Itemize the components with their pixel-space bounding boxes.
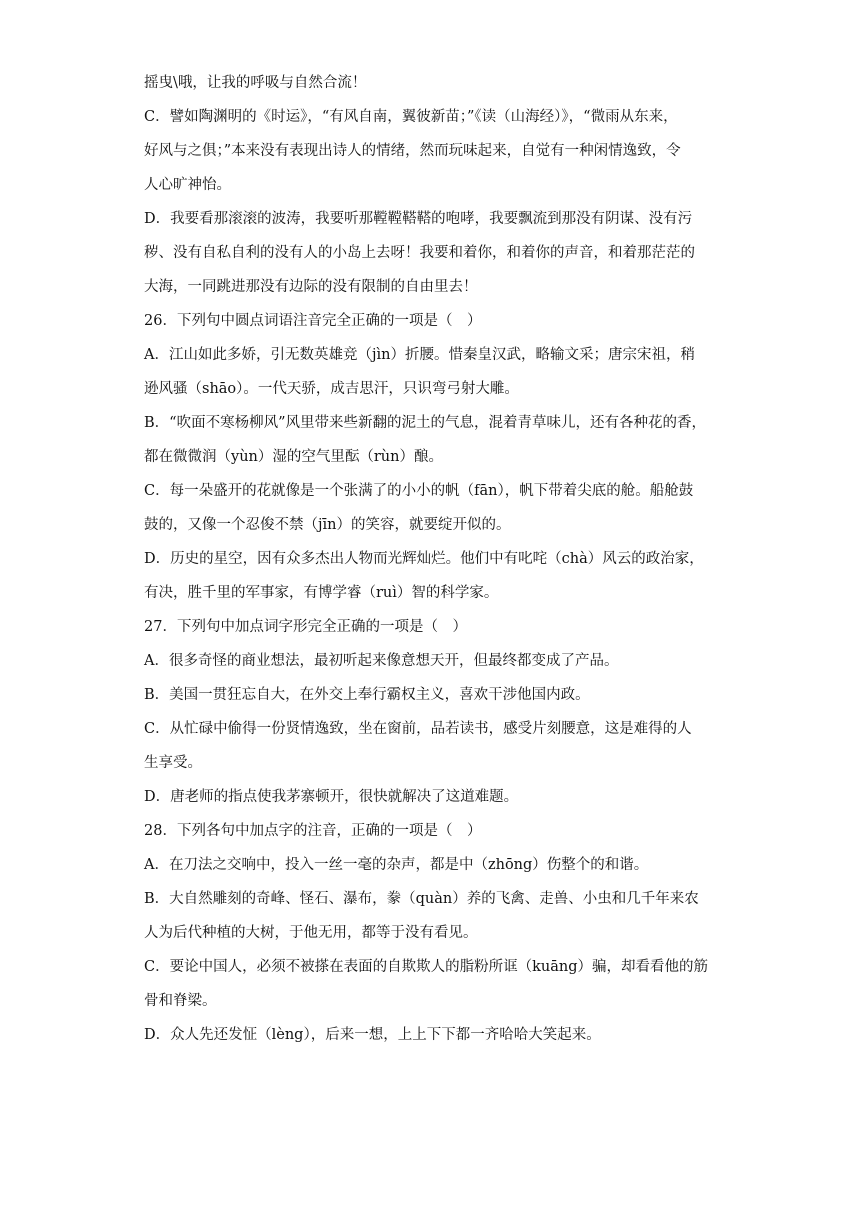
text-line: C．要论中国人，必须不被搽在表面的自欺欺人的脂粉所诓（kuāng）骗，却看看他的筋 — [144, 959, 708, 975]
text-line: 都在微微润（yùn）湿的空气里酝（rùn）酿。 — [144, 449, 443, 465]
text-line: 人心旷神怡。 — [144, 177, 231, 193]
text-line: 好风与之俱；”本来没有表现出诗人的情绪，然而玩味起来，自觉有一种闲情逸致，令 — [144, 143, 681, 159]
text-line: A．很多奇怪的商业想法，最初听起来像意想天开，但最终都变成了产品。 — [144, 653, 619, 669]
text-line: 28．下列各句中加点字的注音，正确的一项是（ ） — [144, 823, 482, 839]
text-line: A．江山如此多娇，引无数英雄竞（jìn）折腰。惜秦皇汉武，略输文采；唐宗宋祖，稍 — [144, 347, 695, 363]
text-line: 摇曳\哦，让我的呼吸与自然合流！ — [144, 75, 367, 91]
text-line: D．历史的星空，因有众多杰出人物而光辉灿烂。他们中有叱咤（chà）风云的政治家， — [144, 551, 704, 567]
text-line: 27．下列句中加点词字形完全正确的一项是（ ） — [144, 619, 467, 635]
text-line: C．譬如陶渊明的《时运》，“有风自南，翼彼新苗；”《读（山海经）》，“微雨从东来， — [144, 109, 678, 125]
text-line: 秽、没有自私自利的没有人的小岛上去呀！我要和着你，和着你的声音，和着那茫茫的 — [144, 245, 695, 261]
text-line: C．从忙碌中偷得一份贤情逸致，坐在窗前，品若读书，感受片刻腰意，这是难得的人 — [144, 721, 692, 737]
text-line: 人为后代种植的大树，于他无用，都等于没有看见。 — [144, 925, 478, 941]
text-line: B．“吹面不寒杨柳风”风里带来些新翻的泥土的气息，混着青草味儿，还有各种花的香， — [144, 415, 706, 431]
text-line: 大海，一同跳进那没有边际的没有限制的自由里去！ — [144, 279, 478, 295]
text-line: 逊风骚（shāo）。一代天骄，成吉思汗，只识弯弓射大雕。 — [144, 381, 519, 397]
text-line: 有决，胜千里的军事家，有博学睿（ruì）智的科学家。 — [144, 585, 499, 601]
text-line: D．众人先还发怔（lèng），后来一想，上上下下都一齐哈哈大笑起来。 — [144, 1027, 601, 1043]
text-line: 骨和脊梁。 — [144, 993, 217, 1009]
text-line: D．我要看那滚滚的波涛，我要听那鞺鞺鞳鞳的咆哮，我要飘流到那没有阴谋、没有污 — [144, 211, 693, 227]
text-line: D．唐老师的指点使我茅寨顿开，很快就解决了这道难题。 — [144, 789, 519, 805]
text-line: 鼓的，又像一个忍俊不禁（jīn）的笑容，就要绽开似的。 — [144, 517, 511, 533]
text-line: B．美国一贯狂忘自大，在外交上奉行霸权主义，喜欢干涉他国内政。 — [144, 687, 590, 703]
text-line: 生享受。 — [144, 755, 202, 771]
text-line: B．大自然雕刻的奇峰、怪石、瀑布，豢（quàn）养的飞禽、走兽、小虫和几千年来农 — [144, 891, 699, 907]
text-line: A．在刀法之交响中，投入一丝一毫的杂声，都是中（zhōng）伤整个的和谐。 — [144, 857, 649, 873]
text-line: C．每一朵盛开的花就像是一个张满了的小小的帆（fān），帆下带着尖底的舱。船舱鼓 — [144, 483, 694, 499]
document-body — [144, 66, 720, 1052]
text-line: 26．下列句中圆点词语注音完全正确的一项是（ ） — [144, 313, 482, 329]
